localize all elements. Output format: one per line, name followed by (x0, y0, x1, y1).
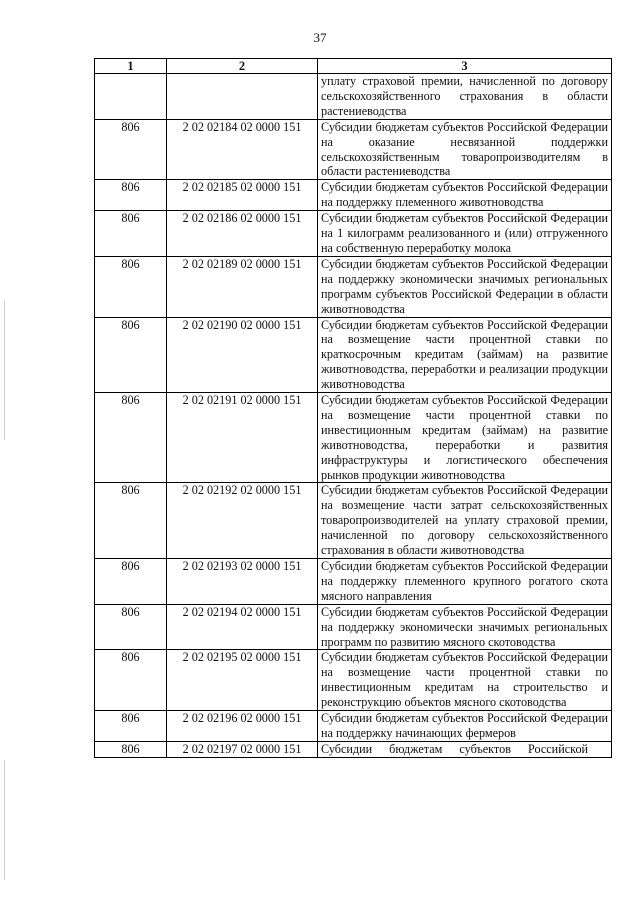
description-cell: Субсидии бюджетам субъектов Российской Федерации на возмещение части процентной ставки по инвестиционным кредитам на строительство и реконструкцию объектов мясного скотоводства (318, 650, 612, 711)
kbk-code-cell: 2 02 02197 02 0000 151 (167, 741, 318, 757)
admin-code-cell: 806 (95, 711, 167, 742)
table-row (95, 650, 612, 711)
table-row (95, 559, 612, 605)
admin-code-cell: 806 (95, 119, 167, 180)
budget-classification-table (94, 58, 612, 758)
admin-code-cell: 806 (95, 393, 167, 483)
column-header-1: 1 (95, 59, 167, 74)
description-cell: Субсидии бюджетам субъектов Российской Федерации на поддержку племенного крупного рогатого скота мясного направления (318, 559, 612, 605)
description-cell: Субсидии бюджетам субъектов Российской (318, 741, 612, 757)
kbk-code-cell: 2 02 02185 02 0000 151 (167, 180, 318, 211)
admin-code-cell: 806 (95, 650, 167, 711)
description-cell: Субсидии бюджетам субъектов Российской Федерации на возмещение части процентной ставки по краткосрочным кредитам (займам) на развитие животноводства, переработки и реализации продукции животноводства (318, 317, 612, 393)
scan-margin-mark (4, 760, 5, 880)
description-cell: Субсидии бюджетам субъектов Российской Федерации на возмещение части затрат сельскохозяйственных товаропроизводителей на уплату страховой премии, начисленной по договору сельскохозяйственного страхования в области животноводства (318, 483, 612, 559)
kbk-code-cell: 2 02 02194 02 0000 151 (167, 604, 318, 650)
kbk-code-cell: 2 02 02192 02 0000 151 (167, 483, 318, 559)
admin-code-cell: 806 (95, 483, 167, 559)
kbk-code-cell: 2 02 02189 02 0000 151 (167, 256, 318, 317)
kbk-code-cell: 2 02 02196 02 0000 151 (167, 711, 318, 742)
table-row (95, 211, 612, 257)
kbk-code-cell (167, 74, 318, 120)
table-row (95, 604, 612, 650)
column-header-3: 3 (318, 59, 612, 74)
description-cell: Субсидии бюджетам субъектов Российской Федерации на оказание несвязанной поддержки сельскохозяйственным товаропроизводителям в области растениеводства (318, 119, 612, 180)
table-row (95, 256, 612, 317)
page-number: 37 (313, 30, 327, 45)
kbk-code-cell: 2 02 02190 02 0000 151 (167, 317, 318, 393)
description-cell: Субсидии бюджетам субъектов Российской Федерации на поддержку начинающих фермеров (318, 711, 612, 742)
scan-margin-mark (4, 300, 5, 440)
table-row (95, 74, 612, 120)
table-row (95, 180, 612, 211)
table-row (95, 393, 612, 483)
admin-code-cell: 806 (95, 604, 167, 650)
kbk-code-cell: 2 02 02195 02 0000 151 (167, 650, 318, 711)
kbk-code-cell: 2 02 02193 02 0000 151 (167, 559, 318, 605)
table-row (95, 711, 612, 742)
description-cell: Субсидии бюджетам субъектов Российской Федерации на поддержку племенного животноводства (318, 180, 612, 211)
kbk-code-cell: 2 02 02191 02 0000 151 (167, 393, 318, 483)
admin-code-cell: 806 (95, 741, 167, 757)
admin-code-cell: 806 (95, 211, 167, 257)
description-cell: уплату страховой премии, начисленной по договору сельскохозяйственного страхования в области растениеводства (318, 74, 612, 120)
kbk-code-cell: 2 02 02184 02 0000 151 (167, 119, 318, 180)
table-row (95, 119, 612, 180)
kbk-code-cell: 2 02 02186 02 0000 151 (167, 211, 318, 257)
admin-code-cell: 806 (95, 180, 167, 211)
table-row (95, 741, 612, 757)
table-row (95, 483, 612, 559)
description-cell: Субсидии бюджетам субъектов Российской Федерации на поддержку экономически значимых региональных программ по развитию мясного скотоводства (318, 604, 612, 650)
column-header-2: 2 (167, 59, 318, 74)
table-header-row (95, 59, 612, 74)
table-row (95, 317, 612, 393)
admin-code-cell: 806 (95, 559, 167, 605)
admin-code-cell (95, 74, 167, 120)
description-cell: Субсидии бюджетам субъектов Российской Федерации на возмещение части процентной ставки по инвестиционным кредитам (займам) на развитие животноводства, переработки и развития инфраструктуры и логистического обеспечения рынков продукции животноводства (318, 393, 612, 483)
description-cell: Субсидии бюджетам субъектов Российской Федерации на поддержку экономически значимых региональных программ субъектов Российской Федерации в области животноводства (318, 256, 612, 317)
admin-code-cell: 806 (95, 256, 167, 317)
description-cell: Субсидии бюджетам субъектов Российской Федерации на 1 килограмм реализованного и (или) отгруженного на собственную переработку молока (318, 211, 612, 257)
admin-code-cell: 806 (95, 317, 167, 393)
